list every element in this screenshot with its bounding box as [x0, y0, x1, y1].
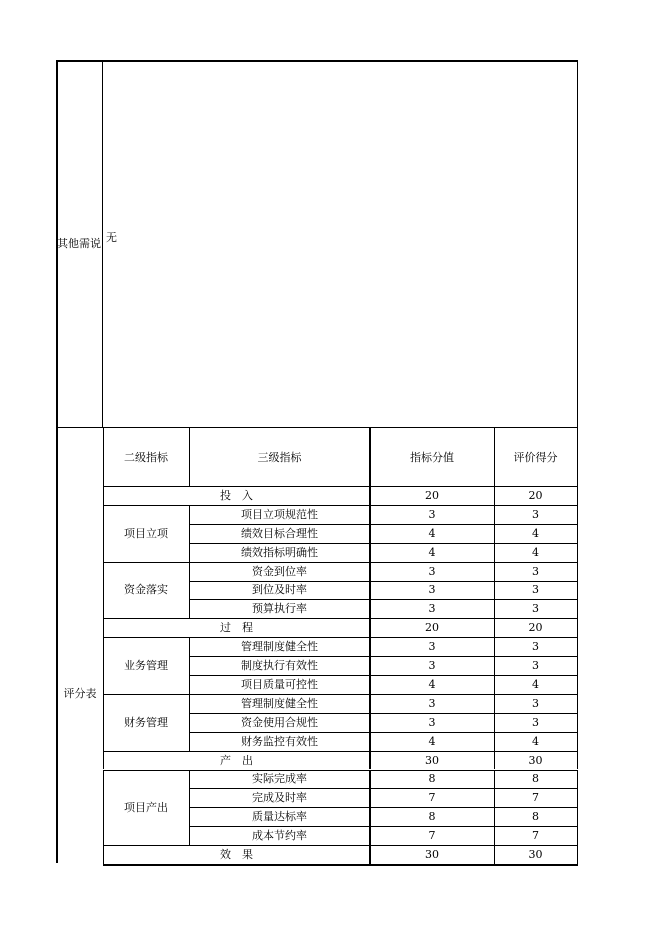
indicator-name: 管理制度健全性	[241, 640, 318, 654]
indicator-name: 项目立项规范性	[241, 507, 318, 521]
score-table-label: 评分表	[63, 686, 97, 700]
group-name: 资金落实	[124, 583, 168, 597]
indicator-score: 3	[532, 564, 539, 578]
indicator-name: 管理制度健全性	[241, 696, 318, 710]
section-score: 30	[528, 753, 543, 767]
section-bottom-line	[103, 864, 578, 866]
group-name: 项目产出	[124, 800, 168, 814]
section-points: 20	[425, 488, 439, 502]
indicator-points: 3	[428, 640, 436, 654]
indicator-score: 3	[532, 715, 539, 729]
indicator-score: 3	[532, 640, 539, 654]
indicator-points: 3	[428, 715, 436, 729]
indicator-score: 8	[532, 810, 539, 824]
indicator-score: 7	[532, 791, 539, 805]
group-right-line	[577, 505, 578, 562]
indicator-name: 到位及时率	[252, 583, 307, 597]
indicator-name: 制度执行有效性	[241, 659, 318, 673]
indicator-name: 完成及时率	[252, 791, 307, 805]
group-right-line	[577, 637, 578, 694]
section-title: 效 果	[220, 848, 253, 862]
other-notes-content: 无	[106, 230, 117, 244]
indicator-score: 4	[532, 734, 539, 748]
indicator-score: 4	[532, 677, 539, 691]
header-score: 评价得分	[513, 450, 558, 464]
section-score: 30	[528, 848, 543, 862]
indicator-points: 4	[428, 545, 436, 559]
indicator-name: 预算执行率	[252, 602, 307, 616]
indicator-points: 3	[428, 696, 436, 710]
indicator-points: 8	[428, 772, 436, 786]
indicator-points: 8	[428, 810, 436, 824]
indicator-points: 3	[428, 659, 436, 673]
group-right-line	[577, 694, 578, 751]
section-title: 产 出	[220, 753, 253, 767]
indicator-points: 4	[428, 734, 436, 748]
indicator-points: 3	[428, 507, 436, 521]
indicator-score: 3	[532, 602, 539, 616]
indicator-name: 绩效指标明确性	[241, 545, 318, 559]
section-points: 30	[425, 848, 439, 862]
indicator-score: 3	[532, 659, 539, 673]
indicator-points: 7	[428, 829, 436, 843]
header-level2: 二级指标	[124, 450, 168, 464]
header-right-line	[577, 428, 578, 486]
section-right-line	[577, 618, 578, 637]
group-name: 项目立项	[124, 526, 168, 540]
section-points: 30	[425, 753, 439, 767]
indicator-score: 4	[532, 526, 539, 540]
indicator-points: 3	[428, 602, 436, 616]
section-right-line	[577, 845, 578, 864]
section-score: 20	[528, 621, 543, 635]
indicator-name: 财务监控有效性	[241, 734, 318, 748]
other-notes-label: 其他需说	[57, 236, 101, 250]
indicator-name: 成本节约率	[252, 829, 307, 843]
indicator-name: 资金到位率	[252, 564, 307, 578]
indicator-points: 7	[428, 791, 436, 805]
indicator-score: 7	[532, 829, 539, 843]
indicator-score: 4	[532, 545, 539, 559]
indicator-name: 资金使用合规性	[241, 715, 318, 729]
indicator-points: 4	[428, 677, 436, 691]
group-name: 业务管理	[124, 659, 168, 673]
indicator-name: 实际完成率	[252, 772, 307, 786]
indicator-name: 绩效目标合理性	[241, 526, 318, 540]
group-right-line	[577, 562, 578, 619]
table-left-border	[56, 60, 58, 863]
indicator-points: 3	[428, 564, 436, 578]
header-points: 指标分值	[410, 450, 454, 464]
notes-right-border	[577, 60, 578, 428]
indicator-score: 3	[532, 583, 539, 597]
section-title: 投 入	[220, 488, 253, 502]
indicator-name: 质量达标率	[252, 810, 307, 824]
indicator-score: 3	[532, 507, 539, 521]
indicator-name: 项目质量可控性	[241, 677, 318, 691]
section-score: 20	[528, 488, 543, 502]
section-right-line	[577, 751, 578, 770]
indicator-points: 4	[428, 526, 436, 540]
group-name: 财务管理	[124, 715, 168, 729]
section-title: 过 程	[220, 621, 253, 635]
header-level3: 三级指标	[257, 450, 302, 464]
indicator-score: 3	[532, 696, 539, 710]
indicator-points: 3	[428, 583, 436, 597]
section-right-line	[577, 486, 578, 505]
section-points: 20	[425, 621, 439, 635]
table-top-border	[56, 60, 578, 62]
indicator-score: 8	[532, 772, 539, 786]
